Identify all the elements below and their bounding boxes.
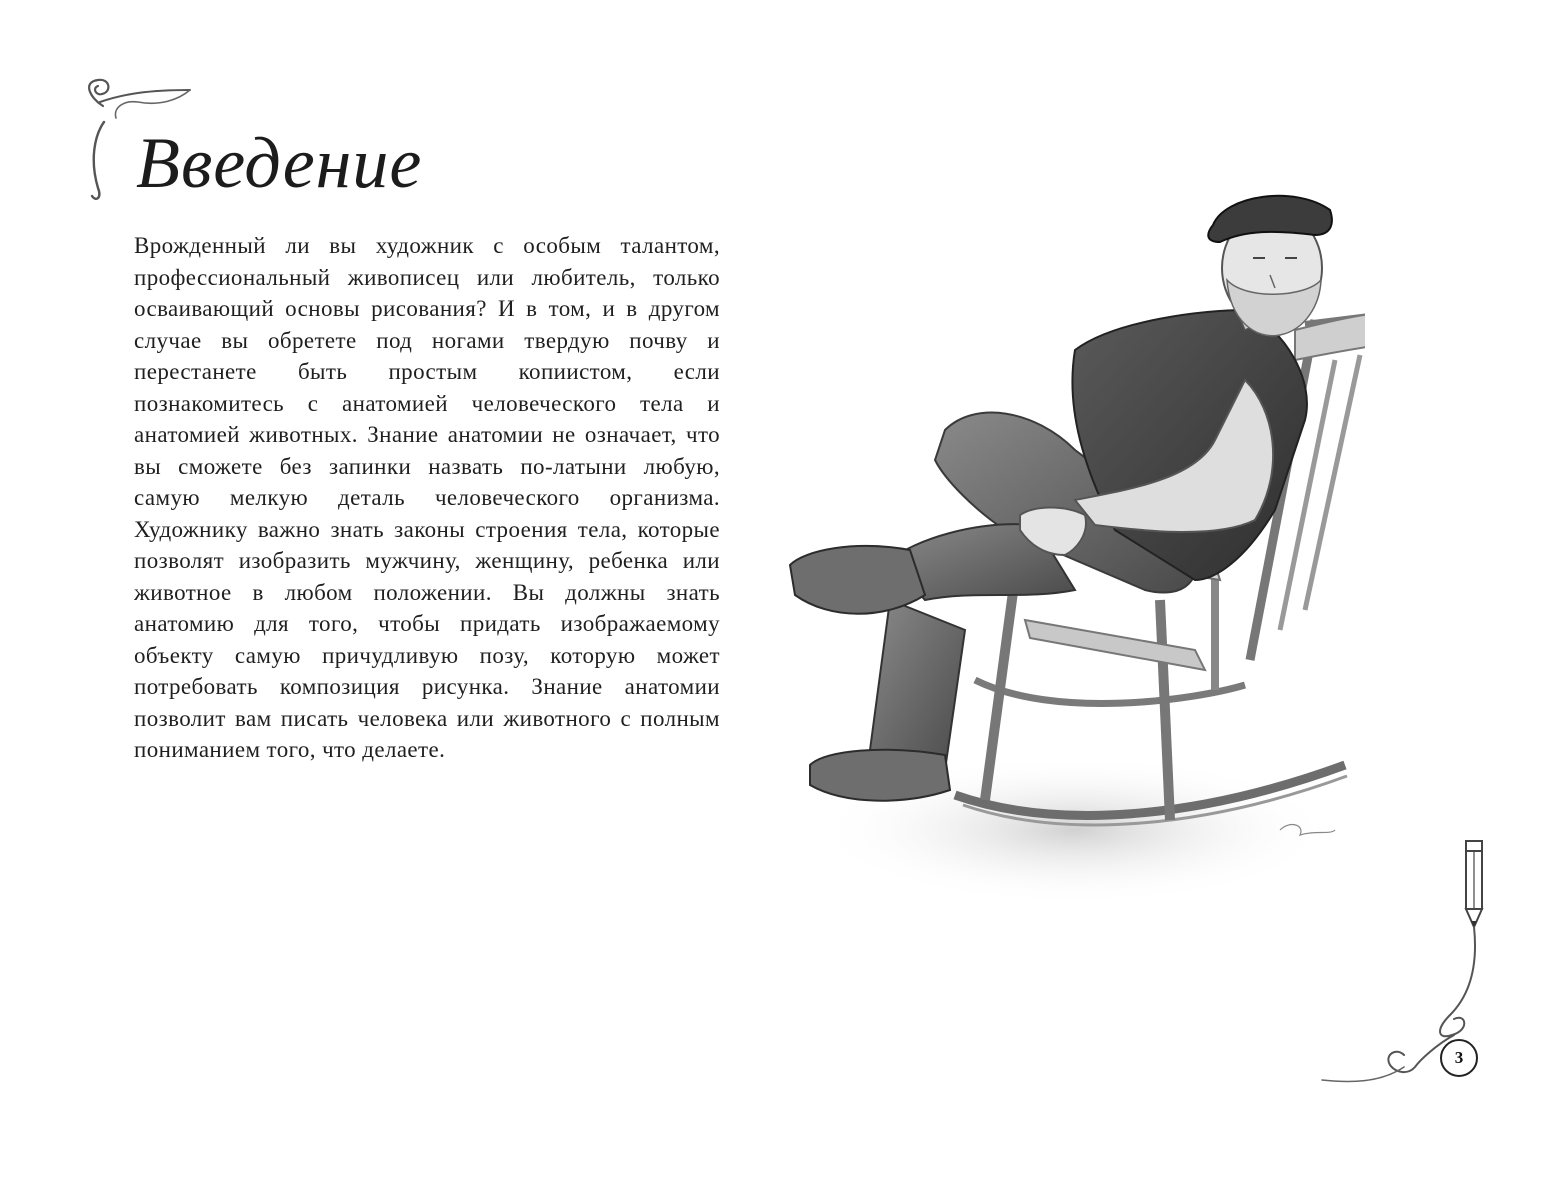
pencil-icon — [1320, 835, 1510, 1095]
body-paragraph: Врожденный ли вы художник с особым талантом, профессиональный живописец или любитель, только осваивающий основы рисования? И в том, и в другом случае вы обретете под ногами твердую почву и перестанете быть простым копиистом, если познакомитесь с анатомией человеческого тела и анатомией животных. Знание анатомии не означает, что вы сможете без запинки назвать по-латыни любую, самую мелкую деталь человеческого организма. Художнику важно знать законы строения тела, которые позволят изобразить мужчину, женщину, ребенка или животное в любом положении. Вы должны знать анатомию для того, чтобы придать изображаемому объекту самую причудливую позу, которую может потребовать композиция рисунка. Знание анатомии позволит вам писать человека или животного с полным пониманием того, что делаете. — [134, 233, 720, 762]
page-title: Введение — [136, 123, 423, 203]
page-number: 3 — [1440, 1039, 1478, 1077]
rocking-chair-illustration — [775, 180, 1365, 910]
